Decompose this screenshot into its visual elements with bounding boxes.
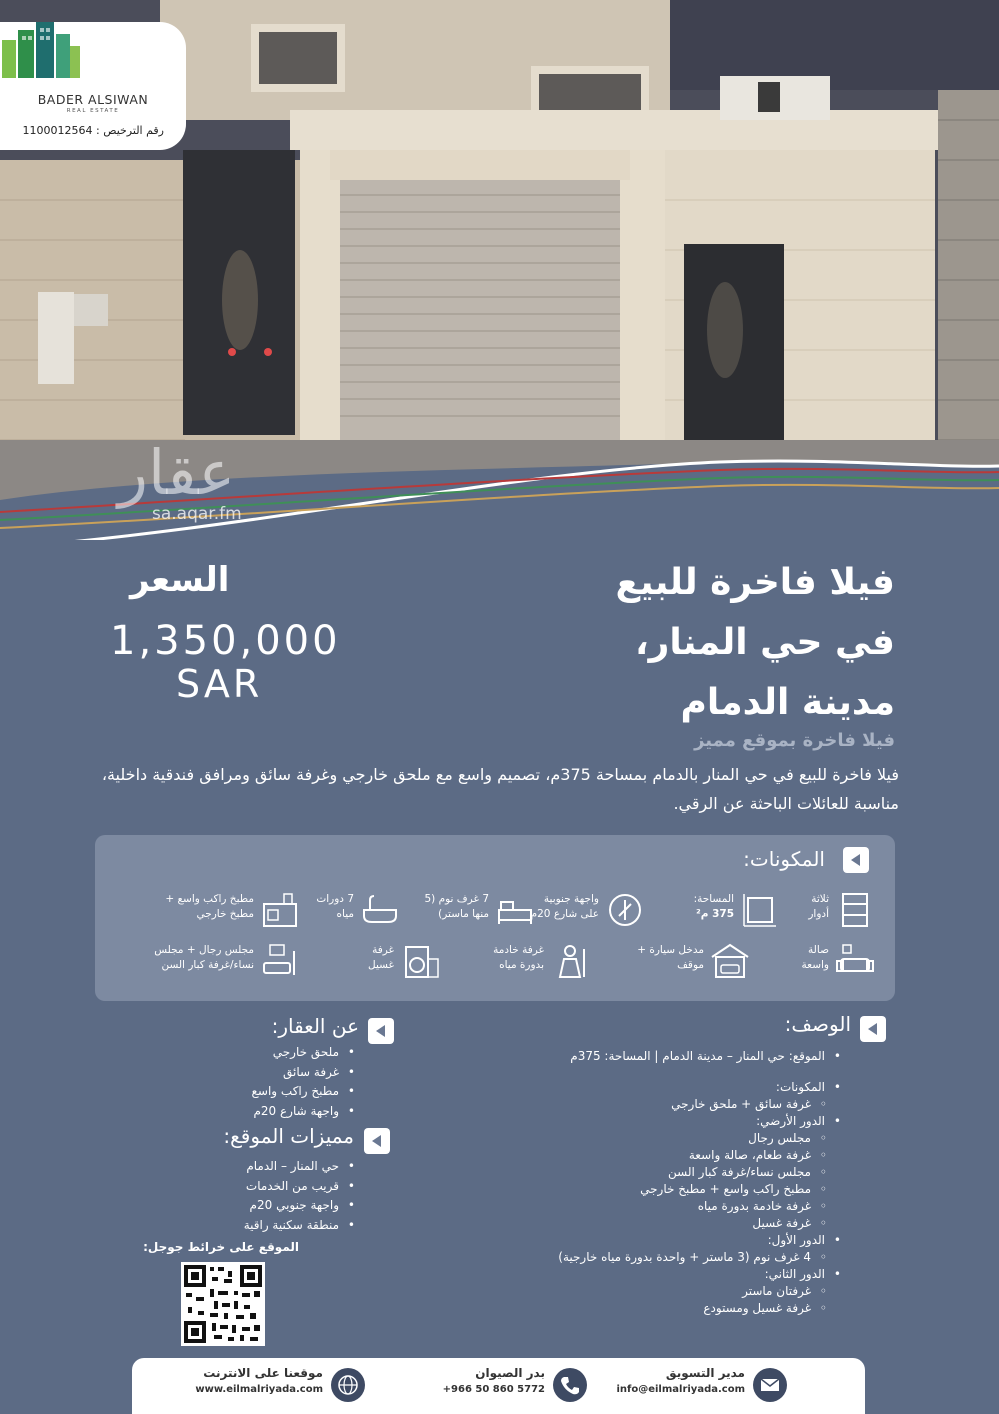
list-item: ◦ غرفة غسيل ومستودع <box>558 1300 825 1317</box>
buildings-logo-icon <box>0 22 82 78</box>
qr-code[interactable] <box>181 1262 265 1346</box>
feature-label: مياه <box>336 908 354 920</box>
list-item: • الدور الأرضي: <box>558 1113 825 1130</box>
bed-icon <box>495 890 535 930</box>
feature-garage <box>610 941 750 983</box>
list-item: • منطقة سكنية راقية <box>244 1216 339 1236</box>
watermark-logo: عقار <box>118 436 236 509</box>
list-item: • الدور الأول: <box>558 1232 825 1249</box>
contact-phone[interactable] <box>427 1366 587 1406</box>
feature-label: 375 م² <box>696 908 734 920</box>
map-label: الموقع على خرائط جوجل: <box>143 1240 299 1254</box>
company-name: BADER ALSIWAN <box>37 92 149 107</box>
hero-photo <box>0 0 999 540</box>
feature-label: مجلس رجال + مجلس <box>154 944 254 956</box>
list-item: • حي المنار – الدمام <box>244 1157 339 1177</box>
list-item: ◦ غرفة غسيل <box>558 1215 825 1232</box>
contact-marketing[interactable] <box>617 1366 787 1406</box>
company-logo-card <box>0 22 186 150</box>
contact-website[interactable] <box>195 1366 365 1406</box>
feature-area <box>640 890 780 932</box>
list-item: • غرفة سائق <box>252 1063 339 1083</box>
description-list <box>558 1048 825 1317</box>
majlis-icon <box>260 941 300 981</box>
kitchen-icon <box>260 890 300 930</box>
about-heading: عن العقار: <box>271 1014 359 1038</box>
feature-label: صالة <box>808 944 829 956</box>
contact-email[interactable]: info@eilmalriyada.com <box>616 1384 745 1395</box>
description-heading: الوصف: <box>784 1012 851 1036</box>
location-features-list <box>244 1157 339 1235</box>
sofa-icon <box>835 941 875 981</box>
list-item: • قريب من الخدمات <box>244 1177 339 1197</box>
feature-bedrooms <box>395 890 535 932</box>
feature-label: مدخل سيارة + <box>637 944 704 956</box>
feature-label: غرفة <box>372 944 394 956</box>
list-item: • واجهة شارع 20م <box>252 1102 339 1122</box>
price-currency: SAR <box>176 662 263 706</box>
section-arrow-icon <box>843 847 869 873</box>
feature-label: منها ماستر) <box>438 908 489 920</box>
list-item: • الدور الثاني: <box>558 1266 825 1283</box>
feature-majlis <box>154 941 300 983</box>
feature-label: موقف <box>677 959 704 971</box>
globe-icon <box>331 1368 365 1402</box>
section-arrow-icon <box>860 1016 886 1042</box>
feature-label: مطبخ خارجي <box>196 908 254 920</box>
contact-website-url[interactable]: www.eilmalriyada.com <box>195 1384 323 1395</box>
feature-label: المساحة: <box>693 893 734 905</box>
list-item: ◦ غرفة سائق + ملحق خارجي <box>558 1096 825 1113</box>
building-icon <box>835 890 875 930</box>
list-item: ◦ مجلس رجال <box>558 1130 825 1147</box>
envelope-icon <box>753 1368 787 1402</box>
feature-laundry <box>300 941 440 983</box>
list-item: ◦ غرفتان ماستر <box>558 1283 825 1300</box>
garage-icon <box>710 941 750 981</box>
feature-maid-room <box>450 941 590 983</box>
feature-label: غرفة خادمة <box>493 944 544 956</box>
feature-label: 7 غرف نوم (5 <box>424 893 489 905</box>
feature-living-room <box>735 941 875 983</box>
list-spacer <box>558 1065 825 1079</box>
list-item: ◦ غرفة خادمة بدورة مياه <box>558 1198 825 1215</box>
list-item: ◦ مجلس نساء/غرفة كبار السن <box>558 1164 825 1181</box>
bathtub-icon <box>360 890 400 930</box>
title-line-3: مدينة الدمام <box>680 682 895 723</box>
list-item: • واجهة جنوبي 20م <box>244 1196 339 1216</box>
list-item: • الموقع: حي المنار – مدينة الدمام | المساحة: 375م <box>558 1048 825 1065</box>
feature-label: غسيل <box>368 959 394 971</box>
contact-title: بدر الصيوان <box>475 1366 545 1380</box>
list-item: ◦ مطبخ راكب واسع + مطبخ خارجي <box>558 1181 825 1198</box>
phone-icon <box>553 1368 587 1402</box>
location-features-heading: مميزات الموقع: <box>223 1124 354 1148</box>
title-line-2: في حي المنار، <box>634 622 895 663</box>
license-number: رقم الترخيص : 1100012564 <box>22 124 164 137</box>
feature-label: ثلاثة <box>811 893 829 905</box>
list-item: ◦ غرفة طعام، صالة واسعة <box>558 1147 825 1164</box>
components-panel <box>95 835 895 1001</box>
feature-label: أدوار <box>808 908 829 920</box>
feature-label: مطبخ راكب واسع + <box>165 893 254 905</box>
feature-label: واجهة جنوبية <box>543 893 599 905</box>
contact-title: مدير التسويق <box>665 1366 745 1380</box>
feature-label: نساء/غرفة كبار السن <box>161 959 254 971</box>
list-item: • المكونات: <box>558 1079 825 1096</box>
area-icon <box>740 890 780 930</box>
price-value: 1,350,000 <box>110 618 341 664</box>
list-item: • ملحق خارجي <box>252 1043 339 1063</box>
washer-icon <box>400 941 440 981</box>
components-heading: المكونات: <box>743 847 825 871</box>
feature-label: 7 دورات <box>316 893 354 905</box>
title-line-1: فيلا فاخرة للبيع <box>615 562 895 603</box>
about-list <box>252 1043 339 1121</box>
list-item: • مطبخ راكب واسع <box>252 1082 339 1102</box>
watermark-url: sa.aqar.fm <box>152 504 242 524</box>
company-subtitle: REAL ESTATE <box>66 108 120 114</box>
section-arrow-icon <box>364 1128 390 1154</box>
subtitle: فيلا فاخرة بموقع مميز <box>694 730 895 751</box>
intro-paragraph: فيلا فاخرة للبيع في حي المنار بالدمام بمساحة 375م، تصميم واسع مع ملحق خارجي وغرفة سائق ومرافق فندقية داخلية، مناسبة للعائلات الباحثة عن الرقي. <box>101 765 899 813</box>
contact-footer <box>132 1358 865 1414</box>
feature-label: على شارع 20م <box>530 908 599 920</box>
price-label: السعر <box>130 560 230 600</box>
compass-icon <box>605 890 645 930</box>
contact-phone-number[interactable]: +966 50 860 5772 <box>442 1384 545 1395</box>
qr-code-icon <box>184 1265 262 1343</box>
contact-title: موقعنا على الانترنت <box>203 1366 323 1380</box>
maid-icon <box>550 941 590 981</box>
feature-label: واسعة <box>801 959 829 971</box>
section-arrow-icon <box>368 1018 394 1044</box>
list-item: ◦ 4 غرف نوم (3 ماستر + واحدة بدورة مياه خارجية) <box>558 1249 825 1266</box>
feature-label: بدورة مياه <box>499 959 544 971</box>
feature-kitchen <box>160 890 300 932</box>
